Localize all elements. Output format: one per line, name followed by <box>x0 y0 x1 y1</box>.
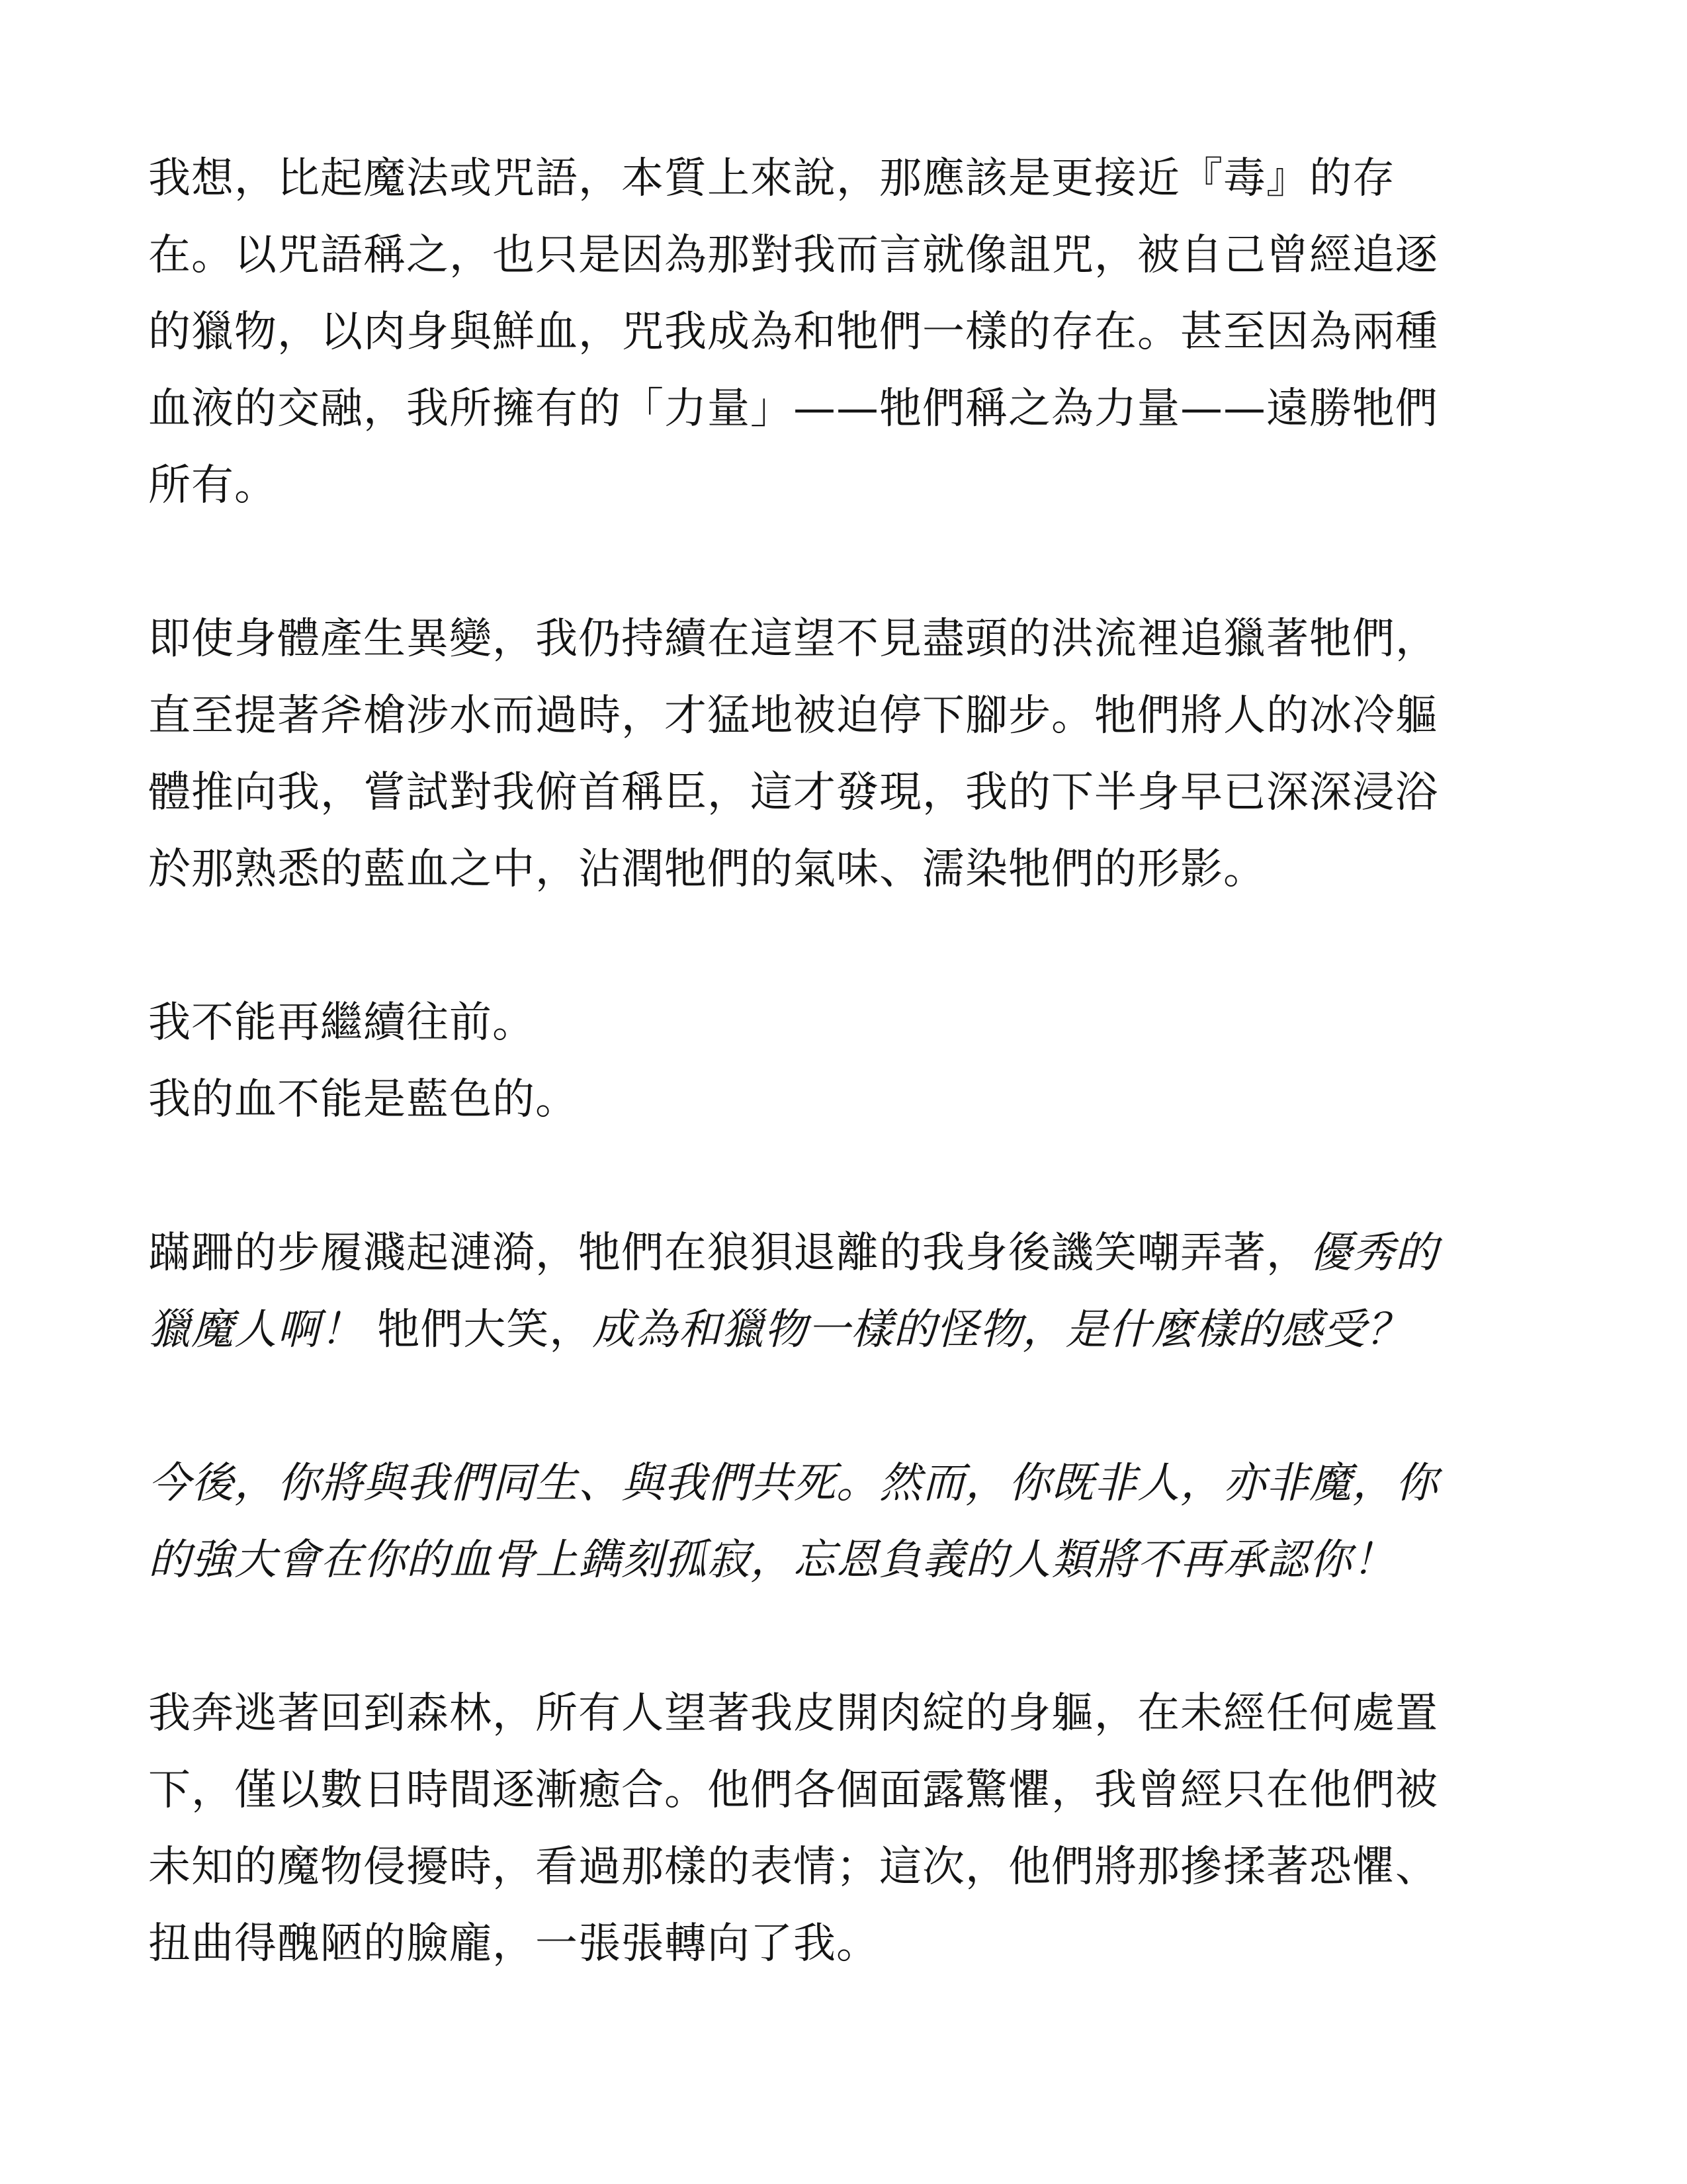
text-line: 的強大會在你的血骨上鐫刻孤寂，忘恩負義的人類將不再承認你！ <box>148 1536 1395 1585</box>
text-line: 所有。 <box>148 461 277 510</box>
paragraph-1 <box>148 140 1551 524</box>
mocking-speech-text: 優秀的 <box>1309 1229 1438 1278</box>
paragraph-2 <box>148 601 1551 908</box>
text-line: 血液的交融，我所擁有的「力量」——牠們稱之為力量——遠勝牠們 <box>148 384 1438 433</box>
text-line: 我不能再繼續往前。 <box>148 998 535 1047</box>
mocking-speech-text: 獵魔人啊！ <box>148 1305 363 1354</box>
text-line <box>148 1291 1551 1368</box>
text-line: 今後，你將與我們同生、與我們共死。然而，你既非人，亦非魔，你 <box>148 1459 1438 1508</box>
text-line: 體推向我，嘗試對我俯首稱臣，這才發現，我的下半身早已深深浸浴 <box>148 768 1438 817</box>
text-line <box>148 1215 1551 1291</box>
text-line: 下，僅以數日時間逐漸癒合。他們各個面露驚懼，我曾經只在他們被 <box>148 1766 1438 1815</box>
paragraph-5 <box>148 1445 1551 1598</box>
text-line: 我想，比起魔法或咒語，本質上來說，那應該是更接近『毒』的存 <box>148 154 1395 203</box>
paragraph-3 <box>148 984 1551 1138</box>
text-line: 在。以咒語稱之，也只是因為那對我而言就像詛咒，被自己曾經追逐 <box>148 231 1438 280</box>
mocking-speech-text: 成為和獵物一樣的怪物，是什麼樣的感受？ <box>592 1305 1410 1354</box>
narration-text: 蹣跚的步履濺起漣漪，牠們在狼狽退離的我身後譏笑嘲弄著， <box>148 1229 1309 1278</box>
text-line: 我的血不能是藍色的。 <box>148 1075 578 1124</box>
text-line: 即使身體產生異變，我仍持續在這望不見盡頭的洪流裡追獵著牠們， <box>148 615 1438 664</box>
paragraph-4 <box>148 1215 1551 1368</box>
text-line: 扭曲得醜陋的臉龐，一張張轉向了我。 <box>148 1919 879 1968</box>
text-line: 直至提著斧槍涉水而過時，才猛地被迫停下腳步。牠們將人的冰冷軀 <box>148 691 1438 740</box>
document-page <box>148 140 1551 2059</box>
text-line: 未知的魔物侵擾時，看過那樣的表情；這次，他們將那摻揉著恐懼、 <box>148 1843 1438 1892</box>
paragraph-6 <box>148 1675 1551 1982</box>
text-line: 我奔逃著回到森林，所有人望著我皮開肉綻的身軀，在未經任何處置 <box>148 1689 1438 1738</box>
text-line: 於那熟悉的藍血之中，沾潤牠們的氣味、濡染牠們的形影。 <box>148 845 1266 894</box>
narration-text: 牠們大笑， <box>363 1305 593 1354</box>
text-line: 的獵物，以肉身與鮮血，咒我成為和牠們一樣的存在。甚至因為兩種 <box>148 308 1438 357</box>
